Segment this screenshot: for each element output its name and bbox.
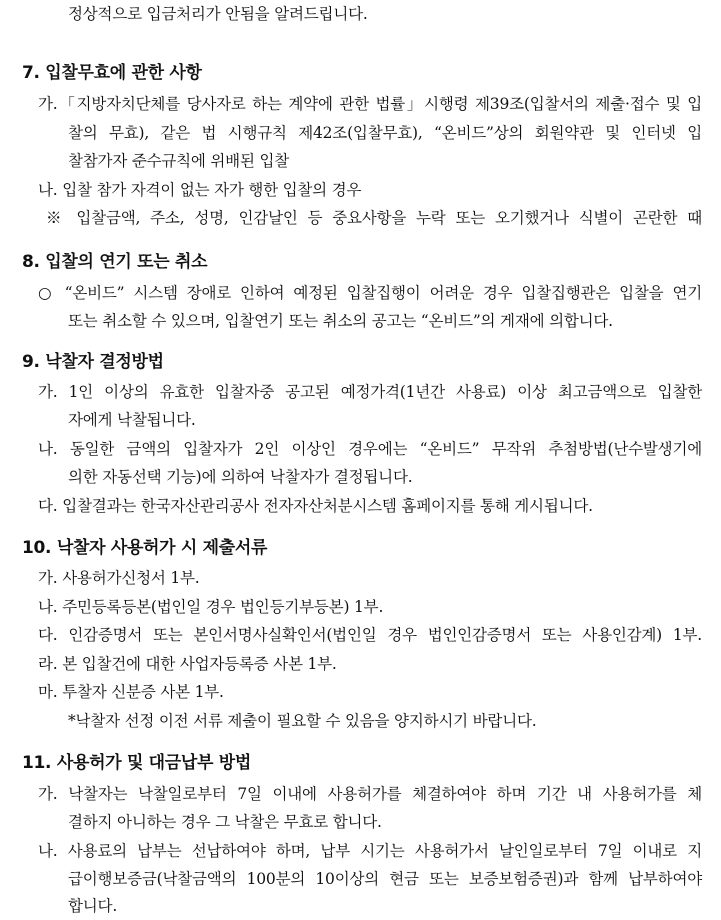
- section-10-item-ra: 라. 본 입찰건에 대한 사업자등록증 사본 1부.: [38, 655, 337, 673]
- intro-text: 정상적으로 입금처리가 안됨을 알려드립니다.: [68, 5, 368, 23]
- section-7-item-ga-line-3: 찰참가자 준수규칙에 위배된 입찰: [68, 152, 290, 170]
- section-7-item-ga-line-2: 찰의 무효), 같은 법 시행규칙 제42조(입찰무효), “온비드”상의 회원약관 및 인터넷 입: [68, 124, 702, 142]
- section-9-item-da: 다. 입찰결과는 한국자산관리공사 전자자산처분시스템 홈페이지를 통해 게시됩니다.: [38, 497, 593, 515]
- section-11-heading: 11. 사용허가 및 대금납부 방법: [22, 753, 252, 773]
- section-7-item-na: 나. 입찰 참가 자격이 없는 자가 행한 입찰의 경우: [38, 181, 362, 199]
- section-10-item-ga: 가. 사용허가신청서 1부.: [38, 569, 200, 587]
- section-9-item-ga-line-2: 자에게 낙찰됩니다.: [68, 411, 196, 429]
- section-11-item-na-line-2: 급이행보증금(낙찰금액의 100분의 10이상의 현금 또는 보증보험증권)과 함께 납부하여야: [68, 870, 702, 888]
- section-7-heading: 7. 입찰무효에 관한 사항: [22, 63, 202, 83]
- section-7-item-ga-line-1: 가.「지방자치단체를 당사자로 하는 계약에 관한 법률」시행령 제39조(입찰서의 제출·접수 및 입: [38, 95, 702, 113]
- section-10-heading: 10. 낙찰자 사용허가 시 제출서류: [22, 538, 268, 558]
- section-7-note: ※ 입찰금액, 주소, 성명, 인감날인 등 중요사항을 누락 또는 오기했거나 식별이 곤란한 때: [46, 209, 702, 227]
- section-11-item-ga-line-1: 가. 낙찰자는 낙찰일로부터 7일 이내에 사용허가를 체결하여야 하며 기간 내 사용허가를 체: [38, 785, 702, 803]
- section-9-item-na-line-2: 의한 자동선택 기능)에 의하여 낙찰자가 결정됩니다.: [68, 468, 413, 486]
- section-11-item-ga-line-2: 결하지 아니하는 경우 그 낙찰은 무효로 합니다.: [68, 813, 382, 831]
- section-9-item-na-line-1: 나. 동일한 금액의 입찰자가 2인 이상인 경우에는 “온비드” 무작위 추첨방법(난수발생기에: [38, 440, 702, 458]
- section-11-item-na-line-1: 나. 사용료의 납부는 선납하여야 하며, 납부 시기는 사용허가서 날인일로부터 7일 이내로 지: [38, 842, 702, 860]
- section-9-item-ga-line-1: 가. 1인 이상의 유효한 입찰자중 공고된 예정가격(1년간 사용료) 이상 최고금액으로 입찰한: [38, 383, 702, 401]
- section-8-item-line-1: ○ “온비드” 시스템 장애로 인하여 예정된 입찰집행이 어려운 경우 입찰집행관은 입찰을 연기: [38, 284, 702, 302]
- section-9-heading: 9. 낙찰자 결정방법: [22, 352, 164, 372]
- section-8-heading: 8. 입찰의 연기 또는 취소: [22, 252, 208, 272]
- section-10-item-na: 나. 주민등록등본(법인일 경우 법인등기부등본) 1부.: [38, 598, 384, 616]
- section-10-item-da: 다. 인감증명서 또는 본인서명사실확인서(법인일 경우 법인인감증명서 또는 사용인감계) 1부.: [38, 626, 702, 644]
- section-10-note: *낙찰자 선정 이전 서류 제출이 필요할 수 있음을 양지하시기 바랍니다.: [68, 712, 537, 730]
- section-8-item-line-2: 또는 취소할 수 있으며, 입찰연기 또는 취소의 공고는 “온비드”의 게재에 의합니다.: [68, 312, 613, 330]
- section-10-item-ma: 마. 투찰자 신분증 사본 1부.: [38, 683, 224, 701]
- section-11-item-na-line-3: 합니다.: [68, 897, 118, 915]
